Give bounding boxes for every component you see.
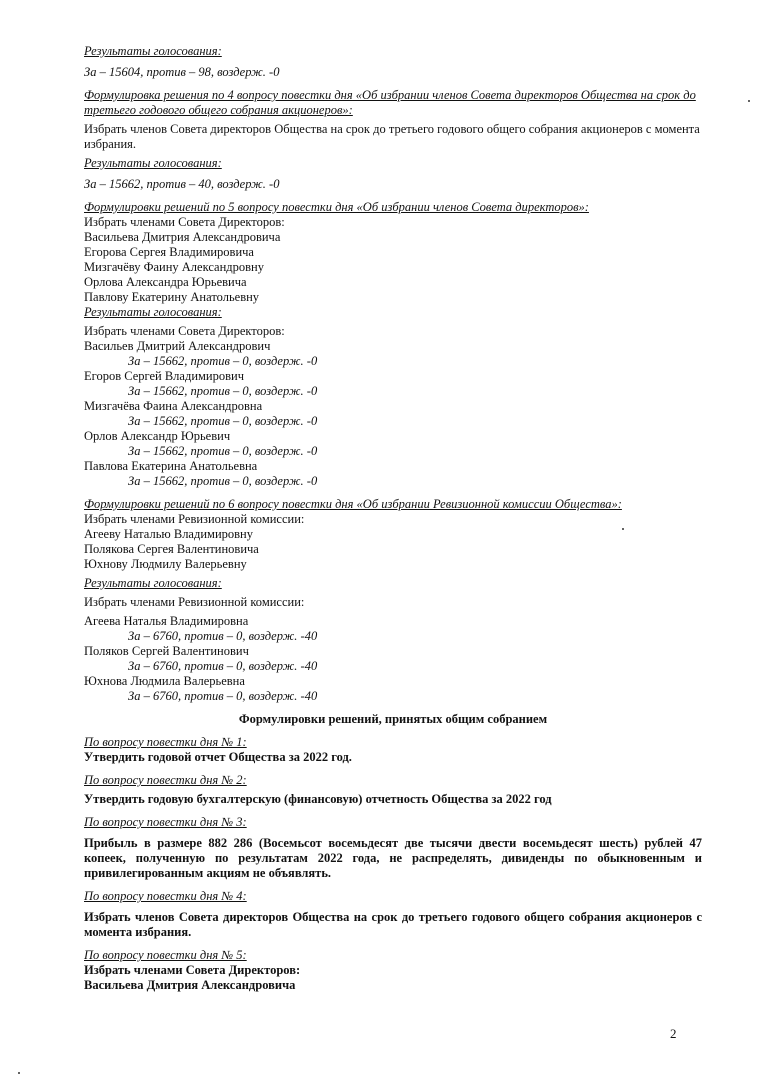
result-name: Агеева Наталья Владимировна [84,614,249,628]
results-label: Результаты голосования: [84,576,222,590]
section-heading: Формулировки решений по 6 вопросу повестки дня «Об избрании Ревизионной комиссии Общества»: [84,497,622,511]
agenda-item-label: По вопросу повестки дня № 2: [84,773,247,787]
vote-result: За – 15662, против – 0, воздерж. -0 [128,474,318,488]
agenda-item-label: По вопросу повестки дня № 1: [84,735,247,749]
candidate-name: Васильева Дмитрия Александровича [84,230,281,244]
result-name: Павлова Екатерина Анатольевна [84,459,258,473]
agenda-item-label: По вопросу повестки дня № 4: [84,889,247,903]
vote-result: За – 15662, против – 0, воздерж. -0 [128,414,318,428]
result-name: Егоров Сергей Владимирович [84,369,244,383]
agenda-item-label: По вопросу повестки дня № 3: [84,815,247,829]
result-name: Орлов Александр Юрьевич [84,429,231,443]
scan-speck [748,100,750,102]
result-name: Юхнова Людмила Валерьевна [84,674,245,688]
results-label: Результаты голосования: [84,305,222,319]
scan-speck [622,528,624,530]
page-number: 2 [670,1026,677,1041]
scan-speck [18,1072,20,1074]
candidate-name: Полякова Сергея Валентиновича [84,542,259,556]
decision-text: Избрать членов Совета директоров Общества на срок до третьего годового общего собрания акционеров с момента избрания. [84,122,700,151]
candidate-name: Юхнову Людмилу Валерьевну [84,557,247,571]
candidate-name: Егорова Сергея Владимировича [84,245,254,259]
candidate-name: Мизгачёву Фаину Александровну [84,260,264,274]
vote-result: За – 15662, против – 0, воздерж. -0 [128,384,318,398]
vote-result: За – 6760, против – 0, воздерж. -40 [128,659,318,673]
agenda-item-text-continued: Васильева Дмитрия Александровича [84,978,296,992]
document-page [84,44,702,993]
agenda-item-text: Прибыль в размере 882 286 (Восемьсот восемьдесят две тысячи двести восемьдесят шесть) рублей 47 копеек, полученную по результатам 2022 года, не распределять, дивиденды по обыкновенным и привилегированным акциям не объявлять. [84,836,702,880]
agenda-item-text: Утвердить годовую бухгалтерскую (финансовую) отчетность Общества за 2022 год [84,792,552,806]
agenda-item-text: Утвердить годовой отчет Общества за 2022 год. [84,750,352,764]
result-name: Васильев Дмитрий Александрович [84,339,271,353]
candidate-name: Павлову Екатерину Анатольевну [84,290,260,304]
vote-result: За – 6760, против – 0, воздерж. -40 [128,689,318,703]
candidate-name: Агееву Наталью Владимировну [84,527,253,541]
vote-result: За – 15662, против – 40, воздерж. -0 [84,177,280,191]
result-name: Мизгачёва Фаина Александровна [84,399,263,413]
decision-intro: Избрать членами Ревизионной комиссии: [84,512,305,526]
result-name: Поляков Сергей Валентинович [84,644,249,658]
candidate-name: Орлова Александра Юрьевича [84,275,247,289]
results-label: Результаты голосования: [84,44,222,58]
results-intro: Избрать членами Ревизионной комиссии: [84,595,305,609]
final-decisions-title: Формулировки решений, принятых общим собранием [238,712,548,726]
results-intro: Избрать членами Совета Директоров: [84,324,285,338]
section-heading: Формулировка решения по 4 вопросу повестки дня «Об избрании членов Совета директоров Общества на срок до третьего годового общего собрания акционеров»: [84,88,696,117]
decision-intro: Избрать членами Совета Директоров: [84,215,285,229]
agenda-item-text: Избрать членами Совета Директоров: [84,963,301,977]
vote-result: За – 6760, против – 0, воздерж. -40 [128,629,318,643]
section-heading: Формулировки решений по 5 вопросу повестки дня «Об избрании членов Совета директоров»: [84,200,589,214]
vote-result: За – 15662, против – 0, воздерж. -0 [128,354,318,368]
agenda-item-text: Избрать членов Совета директоров Общества на срок до третьего годового общего собрания акционеров с момента избрания. [84,910,702,939]
vote-result: За – 15604, против – 98, воздерж. -0 [84,65,280,79]
vote-result: За – 15662, против – 0, воздерж. -0 [128,444,318,458]
results-label: Результаты голосования: [84,156,222,170]
agenda-item-label: По вопросу повестки дня № 5: [84,948,247,962]
